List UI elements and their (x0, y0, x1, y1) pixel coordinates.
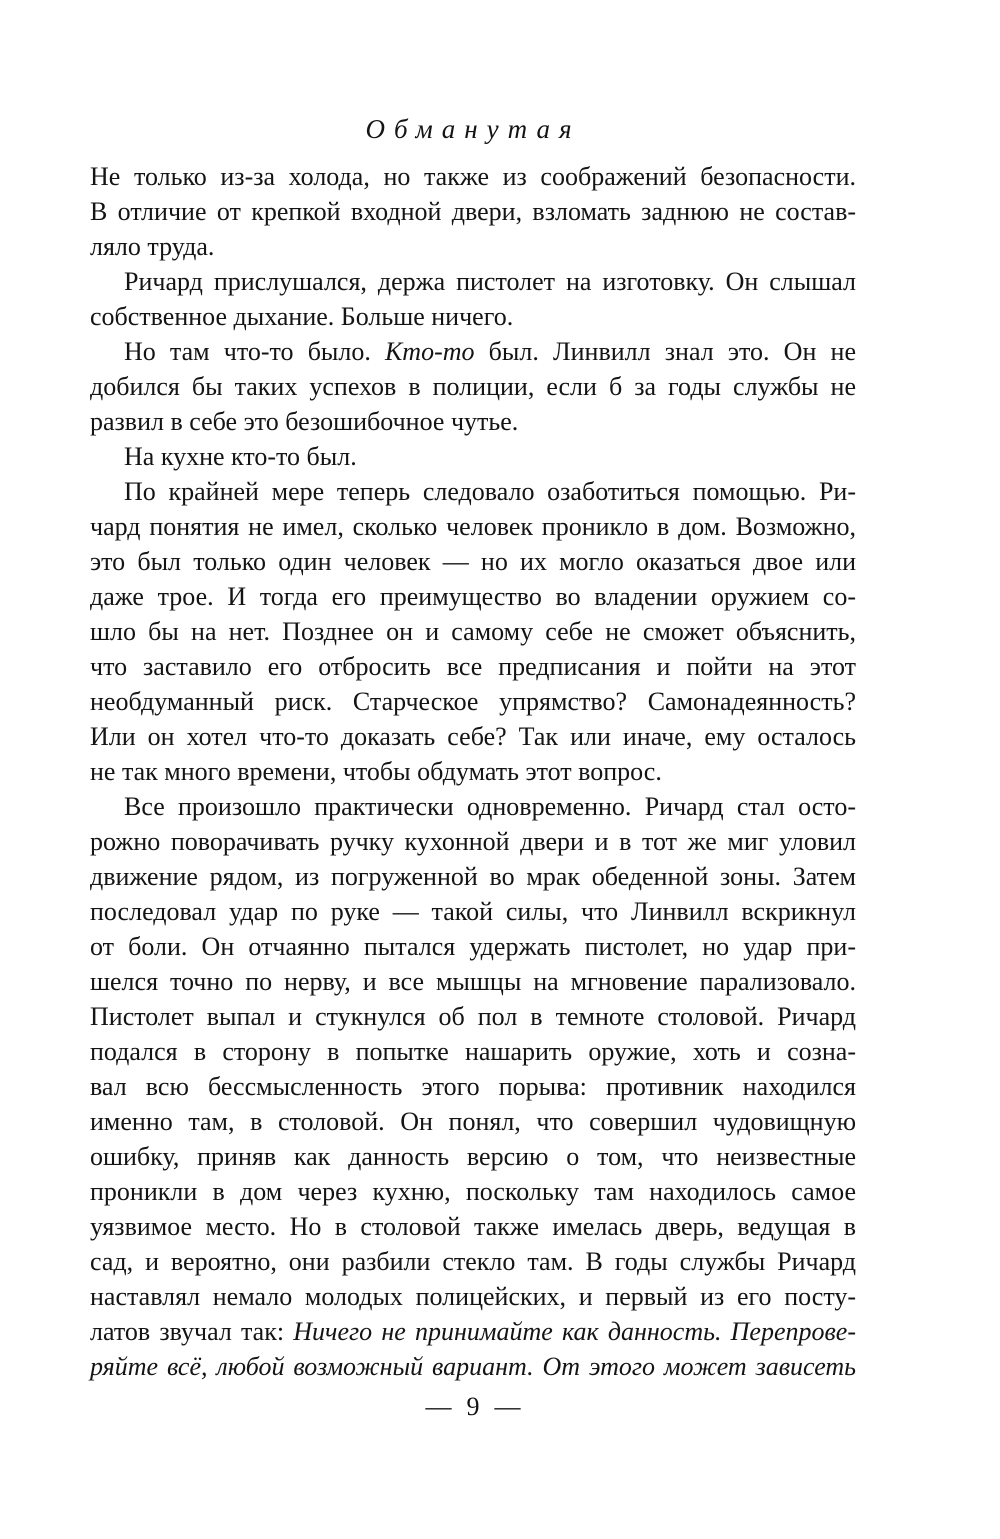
paragraph (90, 159, 856, 264)
text-line: развил в себе это безошибочное чутье. (90, 407, 519, 436)
paragraph (90, 334, 856, 439)
text-line: это был только один человек — но их могло оказаться двое или (90, 547, 856, 576)
running-header-title: Обманутая (365, 114, 581, 144)
text-line: ляло труда. (90, 232, 215, 261)
text-line: Или он хотел что-то доказать себе? Так или иначе, ему осталось (90, 722, 856, 751)
text-line: не так много времени, чтобы обдумать этот вопрос. (90, 757, 662, 786)
text-line: чард понятия не имел, сколько человек проникло в дом. Возможно, (90, 512, 856, 541)
text-line: уязвимое место. Но в столовой также имелась дверь, ведущая в (90, 1212, 856, 1241)
text-line: добился бы таких успехов в полиции, если б за годы службы не (90, 372, 856, 401)
italic-text: Ничего не принимайте как данность. Перепрове- (293, 1317, 856, 1346)
text-line: наставлял немало молодых полицейских, и первый из его посту- (90, 1282, 856, 1311)
text-line: На кухне кто-то был. (124, 442, 357, 471)
footer-dash-right: — (494, 1392, 521, 1421)
text-line: необдуманный риск. Старческое упрямство? Самонадеянность? (90, 687, 856, 716)
text-line: подался в сторону в попытке нашарить оружие, хоть и созна- (90, 1037, 856, 1066)
paragraph (90, 264, 856, 334)
paragraph (90, 474, 856, 789)
text-line: собственное дыхание. Больше ничего. (90, 302, 514, 331)
text-line: движение рядом, из погруженной во мрак обеденной зоны. Затем (90, 862, 856, 891)
text-line: вал всю бессмысленность этого порыва: противник находился (90, 1072, 856, 1101)
text-line: именно там, в столовой. Он понял, что совершил чудовищную (90, 1107, 856, 1136)
text-column (90, 100, 856, 1424)
text-line: Все произошло практически одновременно. Ричард стал осто- (124, 792, 856, 821)
text-line: рожно поворачивать ручку кухонной двери и в тот же миг уловил (90, 827, 856, 856)
text-line: ошибку, приняв как данность версию о том, что неизвестные (90, 1142, 856, 1171)
paragraph (90, 439, 856, 474)
text-line: сад, и вероятно, они разбили стекло там. В годы службы Ричард (90, 1247, 856, 1276)
text-line: Ричард прислушался, держа пистолет на изготовку. Он слышал (124, 267, 856, 296)
italic-text: ряйте всё, любой возможный вариант. От этого может зависеть (90, 1352, 856, 1381)
text-line: даже трое. И тогда его преимущество во владении оружием со- (90, 582, 856, 611)
text-line: шелся точно по нерву, и все мышцы на мгновение парализовало. (90, 967, 856, 996)
text-line: последовал удар по руке — такой силы, что Линвилл вскрикнул (90, 897, 856, 926)
text-line: от боли. Он отчаянно пытался удержать пистолет, но удар при- (90, 932, 856, 961)
paragraph (90, 789, 856, 1384)
page-footer (90, 1389, 856, 1424)
text-line: шло бы на нет. Позднее он и самому себе не сможет объяснить, (90, 617, 856, 646)
footer-dash-left: — (425, 1392, 452, 1421)
text-line: что заставило его отбросить все предписания и пойти на этот (90, 652, 856, 681)
text-line: Пистолет выпал и стукнулся об пол в темноте столовой. Ричард (90, 1002, 856, 1031)
text-line: проникли в дом через кухню, поскольку там находилось самое (90, 1177, 856, 1206)
text-line: латов звучал так: Ничего не принимайте как данность. Перепрове- (90, 1317, 856, 1346)
body-text (90, 159, 856, 1384)
text-line: По крайней мере теперь следовало озаботиться помощью. Ри- (124, 477, 856, 506)
text-line: Не только из-за холода, но также из соображений безопасности. (90, 162, 856, 191)
text-line: Но там что-то было. Кто-то был. Линвилл знал это. Он не (124, 337, 856, 366)
italic-text: Кто-то (385, 337, 475, 366)
page-number: 9 (466, 1392, 480, 1421)
text-line (90, 1349, 856, 1384)
text-line: В отличие от крепкой входной двери, взломать заднюю не состав- (90, 197, 856, 226)
